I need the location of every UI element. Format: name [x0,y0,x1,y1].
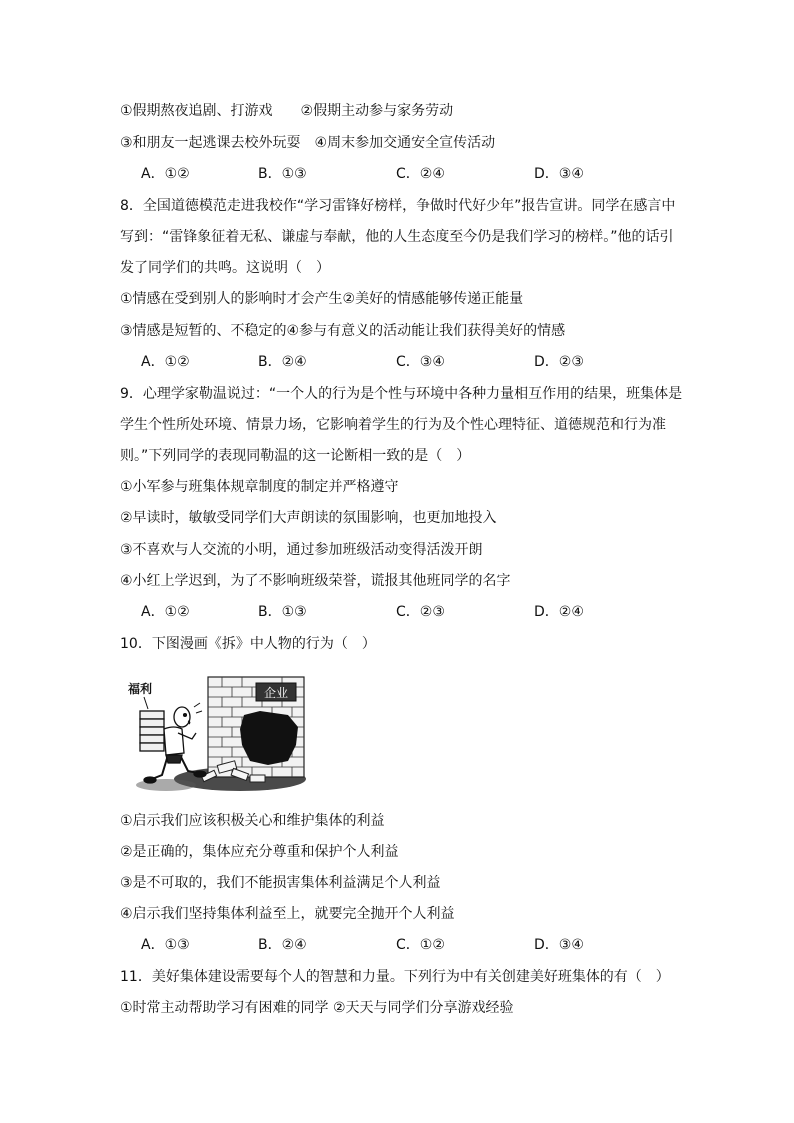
q10-option-b[interactable]: B．②④ [258,937,307,953]
q9-option-a[interactable]: A．①② [141,604,190,620]
q11-stem: 11．美好集体建设需要每个人的智慧和力量。下列行为中有关创建美好班集体的有（ ） [120,969,670,985]
q7-statement-3-4: ③和朋友一起逃课去校外玩耍 ④周末参加交通安全宣传活动 [120,135,496,151]
q10-options [141,935,681,955]
q8-statement-3-4: ③情感是短暂的、不稳定的④参与有意义的活动能让我们获得美好的情感 [120,323,566,339]
q9-options [141,602,681,622]
q9-option-c[interactable]: C．②③ [396,604,445,620]
q10-option-d[interactable]: D．③④ [534,937,584,953]
q9-option-b[interactable]: B．①③ [258,604,307,620]
q7-statement-1-2: ①假期熬夜追剧、打游戏 ②假期主动参与家务劳动 [120,103,454,119]
q8-option-d[interactable]: D．②③ [534,354,584,370]
q8-stem-line-3: 发了同学们的共鸣。这说明（ ） [120,260,330,276]
q8-option-a[interactable]: A．①② [141,354,190,370]
q9-statement-3: ③不喜欢与人交流的小明，通过参加班级活动变得活泼开朗 [120,542,483,558]
q10-statement-3: ③是不可取的，我们不能损害集体利益满足个人利益 [120,875,441,891]
q8-stem-line-1: 8．全国道德模范走进我校作“学习雷锋好榜样，争做时代好少年”报告宣讲。同学在感言中 [120,198,676,214]
q11-statement-1-2: ①时常主动帮助学习有困难的同学 ②天天与同学们分享游戏经验 [120,1000,514,1016]
q9-stem-line-3: 则。”下列同学的表现同勒温的这一论断相一致的是（ ） [120,448,471,464]
q8-options [141,352,681,372]
q7-option-b[interactable]: B．①③ [258,166,307,182]
brick-wall [208,677,304,777]
q7-option-a[interactable]: A．①② [141,166,190,182]
q8-option-b[interactable]: B．②④ [258,354,307,370]
label-pointer [144,697,148,709]
q9-stem-line-1: 9．心理学家勒温说过：“一个人的行为是个性与环境中各种力量相互作用的结果，班集体是 [120,386,683,402]
q10-option-c[interactable]: C．①② [396,937,445,953]
q8-statement-1-2: ①情感在受到别人的影响时才会产生②美好的情感能够传递正能量 [120,291,524,307]
q10-statement-2: ②是正确的，集体应充分尊重和保护个人利益 [120,844,399,860]
q9-stem-line-2: 学生个性所处环境、情景力场，它影响着学生的行为及个性心理特征、道德规范和行为准 [120,417,666,433]
wall-hole [240,711,298,765]
q7-options [141,164,681,184]
q10-statement-4: ④启示我们坚持集体利益至上，就要完全抛开个人利益 [120,906,455,922]
q9-statement-1: ①小军参与班集体规章制度的制定并严格遵守 [120,479,399,495]
q10-stem: 10．下图漫画《拆》中人物的行为（ ） [120,636,376,652]
q9-option-d[interactable]: D．②④ [534,604,584,620]
q8-option-c[interactable]: C．③④ [396,354,445,370]
q9-statement-4: ④小红上学迟到，为了不影响班级荣誉，谎报其他班同学的名字 [120,573,511,589]
q9-statement-2: ②早读时，敏敏受同学们大声朗读的氛围影响，也更加地投入 [120,510,497,526]
q10-option-a[interactable]: A．①③ [141,937,190,953]
q7-option-d[interactable]: D．③④ [534,166,584,182]
wall-sign-label: 企业 [263,686,289,700]
q7-option-c[interactable]: C．②④ [396,166,445,182]
person-label: 福利 [128,682,153,696]
q8-stem-line-2: 写到：“雷锋象征着无私、谦虚与奉献，他的人生态度至今仍是我们学习的榜样。”他的话引 [120,229,674,245]
cartoon-chai-illustration [122,675,306,795]
q10-statement-1: ①启示我们应该积极关心和维护集体的利益 [120,813,385,829]
